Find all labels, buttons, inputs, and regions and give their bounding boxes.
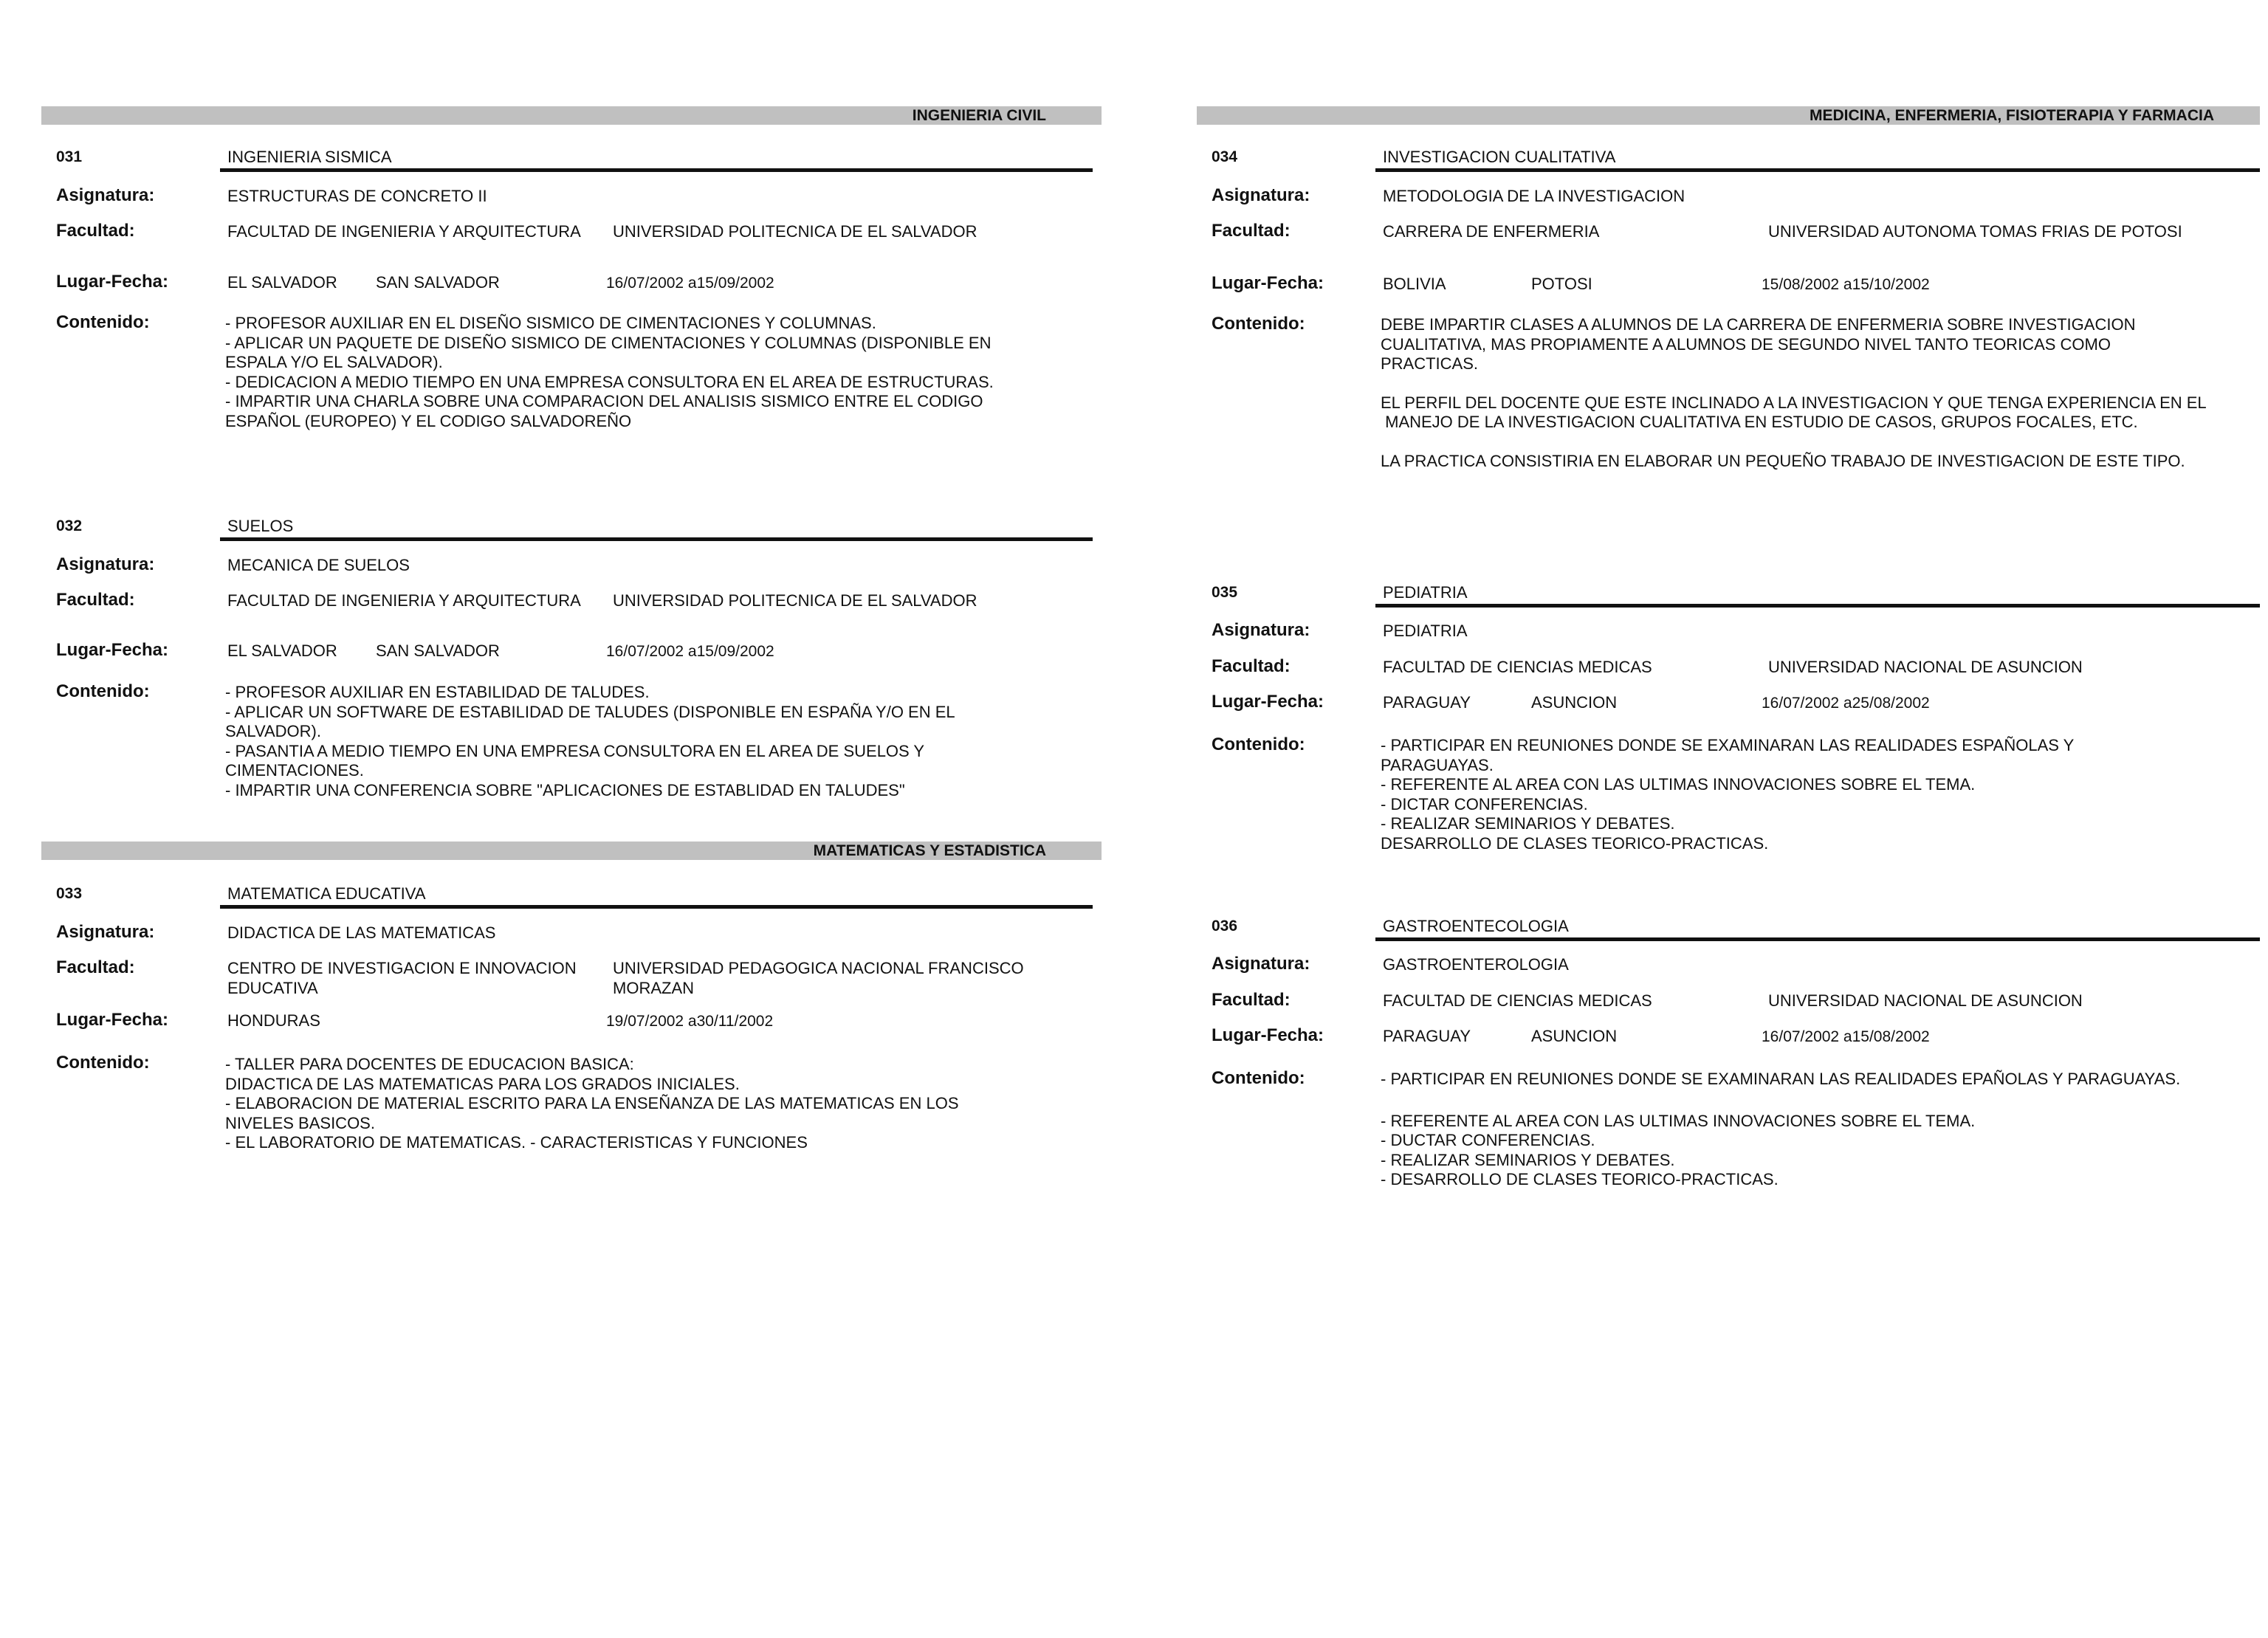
universidad-value: UNIVERSIDAD AUTONOMA TOMAS FRIAS DE POTOSI <box>1768 222 2182 241</box>
title-rule <box>220 168 1093 172</box>
section-header-medicina: MEDICINA, ENFERMERIA, FISIOTERAPIA Y FARMACIA <box>1197 106 2260 125</box>
course-code: 031 <box>56 148 83 165</box>
title-rule <box>1375 168 2260 172</box>
facultad-label: Facultad: <box>1212 221 1291 241</box>
lugar-fecha-label: Lugar-Fecha: <box>56 640 169 660</box>
facultad-label: Facultad: <box>56 221 135 241</box>
fecha-value: 16/07/2002 a15/09/2002 <box>606 275 774 292</box>
contenido-text: - TALLER PARA DOCENTES DE EDUCACION BASICA: DIDACTICA DE LAS MATEMATICAS PARA LOS GRADOS INICIALES. - ELABORACION DE MATERIAL ESCRITO PARA LA ENSEÑANZA DE LAS MATEMATICAS EN LOS NIVELES BASICOS. - EL LABORATORIO DE MATEMATICAS. - CARACTERISTICAS Y FUNCIONES <box>225 1055 959 1152</box>
course-title: SUELOS <box>227 517 294 535</box>
facultad-value: FACULTAD DE CIENCIAS MEDICAS <box>1383 658 1652 676</box>
asignatura-label: Asignatura: <box>56 554 155 574</box>
universidad-value: UNIVERSIDAD NACIONAL DE ASUNCION <box>1768 991 2083 1010</box>
section-header-ingenieria-civil: INGENIERIA CIVIL <box>41 106 1102 125</box>
asignatura-label: Asignatura: <box>1212 954 1310 974</box>
course-title: PEDIATRIA <box>1383 583 1468 602</box>
fecha-value: 16/07/2002 a25/08/2002 <box>1762 695 1930 712</box>
asignatura-value: DIDACTICA DE LAS MATEMATICAS <box>227 923 496 942</box>
facultad-label: Facultad: <box>56 590 135 610</box>
fecha-value: 15/08/2002 a15/10/2002 <box>1762 276 1930 293</box>
ciudad-value: SAN SALVADOR <box>376 273 500 292</box>
lugar-fecha-label: Lugar-Fecha: <box>56 1010 169 1030</box>
facultad-value: FACULTAD DE CIENCIAS MEDICAS <box>1383 991 1652 1010</box>
lugar-fecha-label: Lugar-Fecha: <box>1212 692 1324 712</box>
fecha-value: 16/07/2002 a15/08/2002 <box>1762 1028 1930 1045</box>
contenido-label: Contenido: <box>1212 1068 1305 1088</box>
facultad-label: Facultad: <box>1212 656 1291 676</box>
universidad-value: UNIVERSIDAD POLITECNICA DE EL SALVADOR <box>613 222 977 241</box>
asignatura-value: GASTROENTEROLOGIA <box>1383 955 1569 974</box>
ciudad-value: ASUNCION <box>1531 1027 1618 1045</box>
pais-value: PARAGUAY <box>1383 1027 1471 1045</box>
asignatura-label: Asignatura: <box>1212 185 1310 205</box>
contenido-label: Contenido: <box>56 312 150 332</box>
course-title: GASTROENTECOLOGIA <box>1383 917 1569 935</box>
universidad-value: UNIVERSIDAD NACIONAL DE ASUNCION <box>1768 658 2083 676</box>
asignatura-value: MECANICA DE SUELOS <box>227 556 410 574</box>
facultad-value: FACULTAD DE INGENIERIA Y ARQUITECTURA <box>227 591 581 610</box>
contenido-label: Contenido: <box>1212 734 1305 754</box>
lugar-fecha-label: Lugar-Fecha: <box>56 272 169 292</box>
course-title: MATEMATICA EDUCATIVA <box>227 884 426 903</box>
pais-value: EL SALVADOR <box>227 641 337 660</box>
course-title: INGENIERIA SISMICA <box>227 148 392 166</box>
ciudad-value: ASUNCION <box>1531 693 1618 712</box>
contenido-text: - PROFESOR AUXILIAR EN ESTABILIDAD DE TALUDES. - APLICAR UN SOFTWARE DE ESTABILIDAD DE TALUDES (DISPONIBLE EN ESPAÑA Y/O EN EL SALVADOR). - PASANTIA A MEDIO TIEMPO EN UNA EMPRESA CONSULTORA EN EL AREA DE SUELOS Y CIMENTACIONES. - IMPARTIR UNA CONFERENCIA SOBRE "APLICACIONES DE ESTABLIDAD EN TALUDES" <box>225 683 955 799</box>
course-code: 034 <box>1212 148 1238 165</box>
title-rule <box>1375 937 2260 941</box>
facultad-value: CARRERA DE ENFERMERIA <box>1383 222 1600 241</box>
universidad-value-line1: UNIVERSIDAD PEDAGOGICA NACIONAL FRANCISCO <box>613 959 1024 977</box>
course-title: INVESTIGACION CUALITATIVA <box>1383 148 1616 166</box>
section-header-matematicas-estadistica: MATEMATICAS Y ESTADISTICA <box>41 842 1102 860</box>
universidad-value: UNIVERSIDAD POLITECNICA DE EL SALVADOR <box>613 591 977 610</box>
universidad-value-line2: MORAZAN <box>613 979 694 997</box>
course-code: 033 <box>56 885 83 902</box>
facultad-value-line2: EDUCATIVA <box>227 979 318 997</box>
ciudad-value: POTOSI <box>1531 275 1592 293</box>
course-code: 032 <box>56 517 83 534</box>
asignatura-label: Asignatura: <box>56 185 155 205</box>
contenido-text: - PARTICIPAR EN REUNIONES DONDE SE EXAMINARAN LAS REALIDADES ESPAÑOLAS Y PARAGUAYAS. - REFERENTE AL AREA CON LAS ULTIMAS INNOVACIONES SOBRE EL TEMA. - DICTAR CONFERENCIAS. - REALIZAR SEMINARIOS Y DEBATES. DESARROLLO DE CLASES TEORICO-PRACTICAS. <box>1381 736 2075 853</box>
ciudad-value: SAN SALVADOR <box>376 641 500 660</box>
contenido-text: - PROFESOR AUXILIAR EN EL DISEÑO SISMICO DE CIMENTACIONES Y COLUMNAS. - APLICAR UN PAQUETE DE DISEÑO SISMICO DE CIMENTACIONES Y COLUMNAS (DISPONIBLE EN ESPALA Y/O EL SALVADOR). - DEDICACION A MEDIO TIEMPO EN UNA EMPRESA CONSULTORA EN EL AREA DE ESTRUCTURAS. - IMPARTIR UNA CHARLA SOBRE UNA COMPARACION DEL ANALISIS SISMICO ENTRE EL CODIGO ESPAÑOL (EUROPEO) Y EL CODIGO SALVADOREÑO <box>225 314 994 430</box>
pais-value: HONDURAS <box>227 1011 320 1030</box>
lugar-fecha-label: Lugar-Fecha: <box>1212 273 1324 293</box>
title-rule <box>1375 604 2260 608</box>
contenido-text: - PARTICIPAR EN REUNIONES DONDE SE EXAMINARAN LAS REALIDADES EPAÑOLAS Y PARAGUAYAS. - REFERENTE AL AREA CON LAS ULTIMAS INNOVACIONES SOBRE EL TEMA. - DUCTAR CONFERENCIAS. - REALIZAR SEMINARIOS Y DEBATES. - DESARROLLO DE CLASES TEORICO-PRACTICAS. <box>1381 1070 2181 1188</box>
asignatura-value: PEDIATRIA <box>1383 622 1468 640</box>
title-rule <box>220 905 1093 909</box>
asignatura-value: ESTRUCTURAS DE CONCRETO II <box>227 187 487 205</box>
fecha-value: 16/07/2002 a15/09/2002 <box>606 643 774 660</box>
contenido-label: Contenido: <box>56 1053 150 1073</box>
contenido-label: Contenido: <box>1212 314 1305 334</box>
title-rule <box>220 537 1093 541</box>
course-code: 035 <box>1212 584 1238 601</box>
asignatura-label: Asignatura: <box>1212 620 1310 640</box>
facultad-label: Facultad: <box>1212 990 1291 1010</box>
pais-value: EL SALVADOR <box>227 273 337 292</box>
facultad-value: FACULTAD DE INGENIERIA Y ARQUITECTURA <box>227 222 581 241</box>
facultad-label: Facultad: <box>56 957 135 977</box>
contenido-text: DEBE IMPARTIR CLASES A ALUMNOS DE LA CARRERA DE ENFERMERIA SOBRE INVESTIGACION CUALITATIVA, MAS PROPIAMENTE A ALUMNOS DE SEGUNDO NIVEL TANTO TEORICAS COMO PRACTICAS. EL PERFIL DEL DOCENTE QUE ESTE INCLINADO A LA INVESTIGACION Y QUE TENGA EXPERIENCIA EN EL MANEJO DE LA INVESTIGACION CUALITATIVA EN ESTUDIO DE CASOS, GRUPOS FOCALES, ETC. LA PRACTICA CONSISTIRIA EN ELABORAR UN PEQUEÑO TRABAJO DE INVESTIGACION DE ESTE TIPO. <box>1381 315 2207 470</box>
pais-value: BOLIVIA <box>1383 275 1446 293</box>
asignatura-label: Asignatura: <box>56 922 155 942</box>
asignatura-value: METODOLOGIA DE LA INVESTIGACION <box>1383 187 1685 205</box>
lugar-fecha-label: Lugar-Fecha: <box>1212 1025 1324 1045</box>
contenido-label: Contenido: <box>56 681 150 701</box>
fecha-value: 19/07/2002 a30/11/2002 <box>606 1013 774 1030</box>
pais-value: PARAGUAY <box>1383 693 1471 712</box>
facultad-value-line1: CENTRO DE INVESTIGACION E INNOVACION <box>227 959 577 977</box>
course-code: 036 <box>1212 918 1238 935</box>
